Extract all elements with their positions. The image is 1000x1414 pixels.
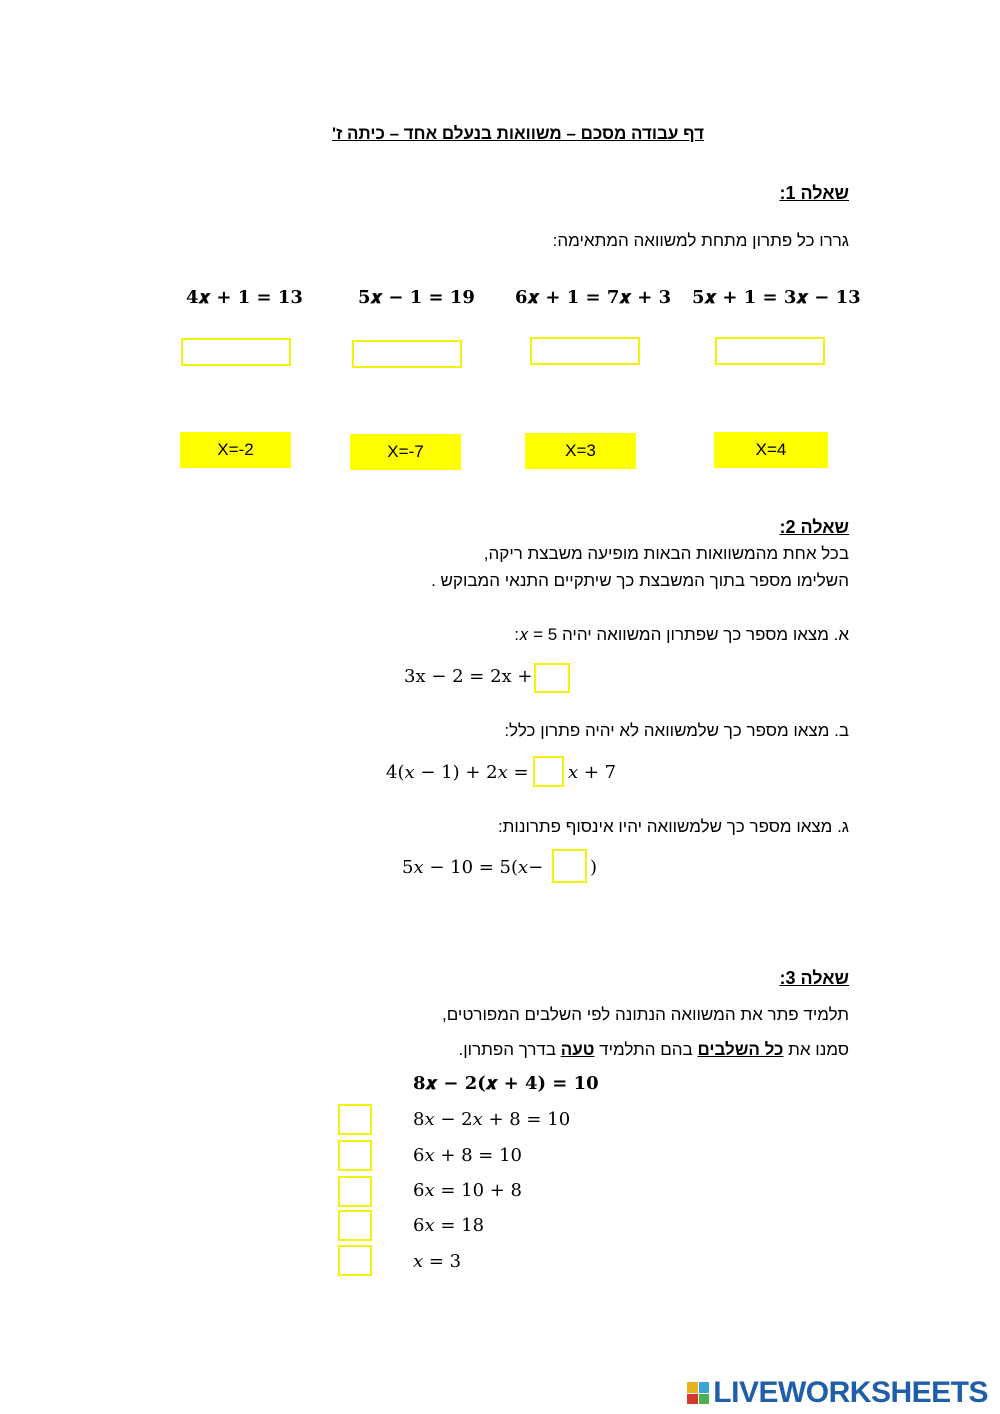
- liveworksheets-logo: [687, 1376, 988, 1410]
- q1-drop-target-4[interactable]: [181, 338, 291, 366]
- q1-equation-1: 5𝒙 + 𝟏 = 𝟑𝒙 − 𝟏𝟑: [692, 287, 861, 308]
- q3-step-3-checkbox[interactable]: [338, 1176, 372, 1207]
- q3-step-2: 6𝑥 + 8 = 10: [413, 1145, 523, 1166]
- question-1-instruction: גררו כל פתרון מתחת למשוואה המתאימה:: [552, 231, 849, 250]
- q3-step-2-checkbox[interactable]: [338, 1140, 372, 1171]
- question-3-heading: שאלה 3:: [779, 968, 849, 988]
- q3-emphasis-mistake: טעה: [560, 1040, 595, 1059]
- q1-drop-target-2[interactable]: [530, 337, 640, 365]
- q1-equation-4: 𝟒𝒙 + 𝟏 = 𝟏𝟑: [186, 287, 303, 308]
- q1-equation-3: 𝟓𝒙 − 𝟏 = 𝟏𝟗: [358, 287, 475, 308]
- q3-given-equation: 𝟖𝒙 − 𝟐(𝒙 + 𝟒) = 𝟏𝟎: [413, 1073, 599, 1094]
- q2b-label: ב. מצאו מספר כך שלמשוואה לא יהיה פתרון כלל:: [504, 721, 849, 740]
- q2a-label: א. מצאו מספר כך שפתרון המשוואה יהיה 5 = 𝑥:: [514, 625, 849, 644]
- q3-step-4-checkbox[interactable]: [338, 1210, 372, 1241]
- question-2-line-1: בכל אחת מהמשוואות הבאות מופיעה משבצת ריקה,: [483, 544, 849, 563]
- q1-answer-chip-1[interactable]: X=4: [714, 432, 828, 468]
- q3-line2-part-e: בדרך הפתרון.: [458, 1040, 561, 1059]
- q3-step-3: 6𝑥 = 10 + 8: [413, 1180, 523, 1201]
- question-2-line-2: השלימו מספר בתוך המשבצת כך שיתקיים התנאי המבוקש .: [431, 571, 849, 590]
- q2b-equation-left: 4(𝑥 − 1) + 2𝑥 =: [386, 762, 529, 783]
- q1-answer-chip-2[interactable]: X=3: [525, 433, 636, 469]
- q2c-equation-right: ): [590, 857, 598, 878]
- q2a-input-box[interactable]: [534, 663, 570, 693]
- liveworksheets-logo-text: LIVEWORKSHEETS: [713, 1376, 988, 1409]
- q2c-equation-left: 5𝑥 − 10 = 5(𝑥−: [402, 857, 544, 878]
- q1-drop-target-3[interactable]: [352, 340, 462, 368]
- q3-emphasis-all-steps: כל השלבים: [697, 1040, 784, 1059]
- q3-line2-part-a: סמנו את: [783, 1040, 849, 1059]
- question-3-line-1: תלמיד פתר את המשוואה הנתונה לפי השלבים המפורטים,: [441, 1005, 849, 1024]
- question-3-line-2: [459, 1040, 849, 1060]
- q1-answer-chip-3[interactable]: X=-7: [350, 434, 461, 470]
- q1-drop-target-1[interactable]: [715, 337, 825, 365]
- liveworksheets-logo-icon: [687, 1382, 709, 1404]
- q2c-input-box[interactable]: [552, 849, 587, 883]
- q2b-equation-right: 𝑥 + 7: [568, 762, 617, 783]
- q1-equation-2: 𝟔𝒙 + 𝟏 = 𝟕𝒙 + 𝟑: [515, 287, 672, 308]
- q2c-label: ג. מצאו מספר כך שלמשוואה יהיו אינסוף פתרונות:: [497, 817, 849, 836]
- q2b-input-box[interactable]: [533, 756, 564, 787]
- q3-step-5-checkbox[interactable]: [338, 1245, 372, 1276]
- page-title: דף עבודה מסכם – משוואות בנעלם אחד – כיתה ז': [332, 124, 704, 143]
- q3-line2-part-c: בהם התלמיד: [594, 1040, 698, 1059]
- q3-step-1-checkbox[interactable]: [338, 1104, 372, 1135]
- q3-step-5: 𝑥 = 3: [413, 1251, 462, 1272]
- question-1-heading: שאלה 1:: [779, 183, 849, 203]
- question-2-heading: שאלה 2:: [779, 517, 849, 537]
- q1-answer-chip-4[interactable]: X=-2: [180, 432, 291, 468]
- q2a-equation: 3x − 2 = 2x +: [404, 666, 533, 687]
- q3-step-1: 8𝑥 − 2𝑥 + 8 = 10: [413, 1109, 571, 1130]
- q3-step-4: 6𝑥 = 18: [413, 1215, 485, 1236]
